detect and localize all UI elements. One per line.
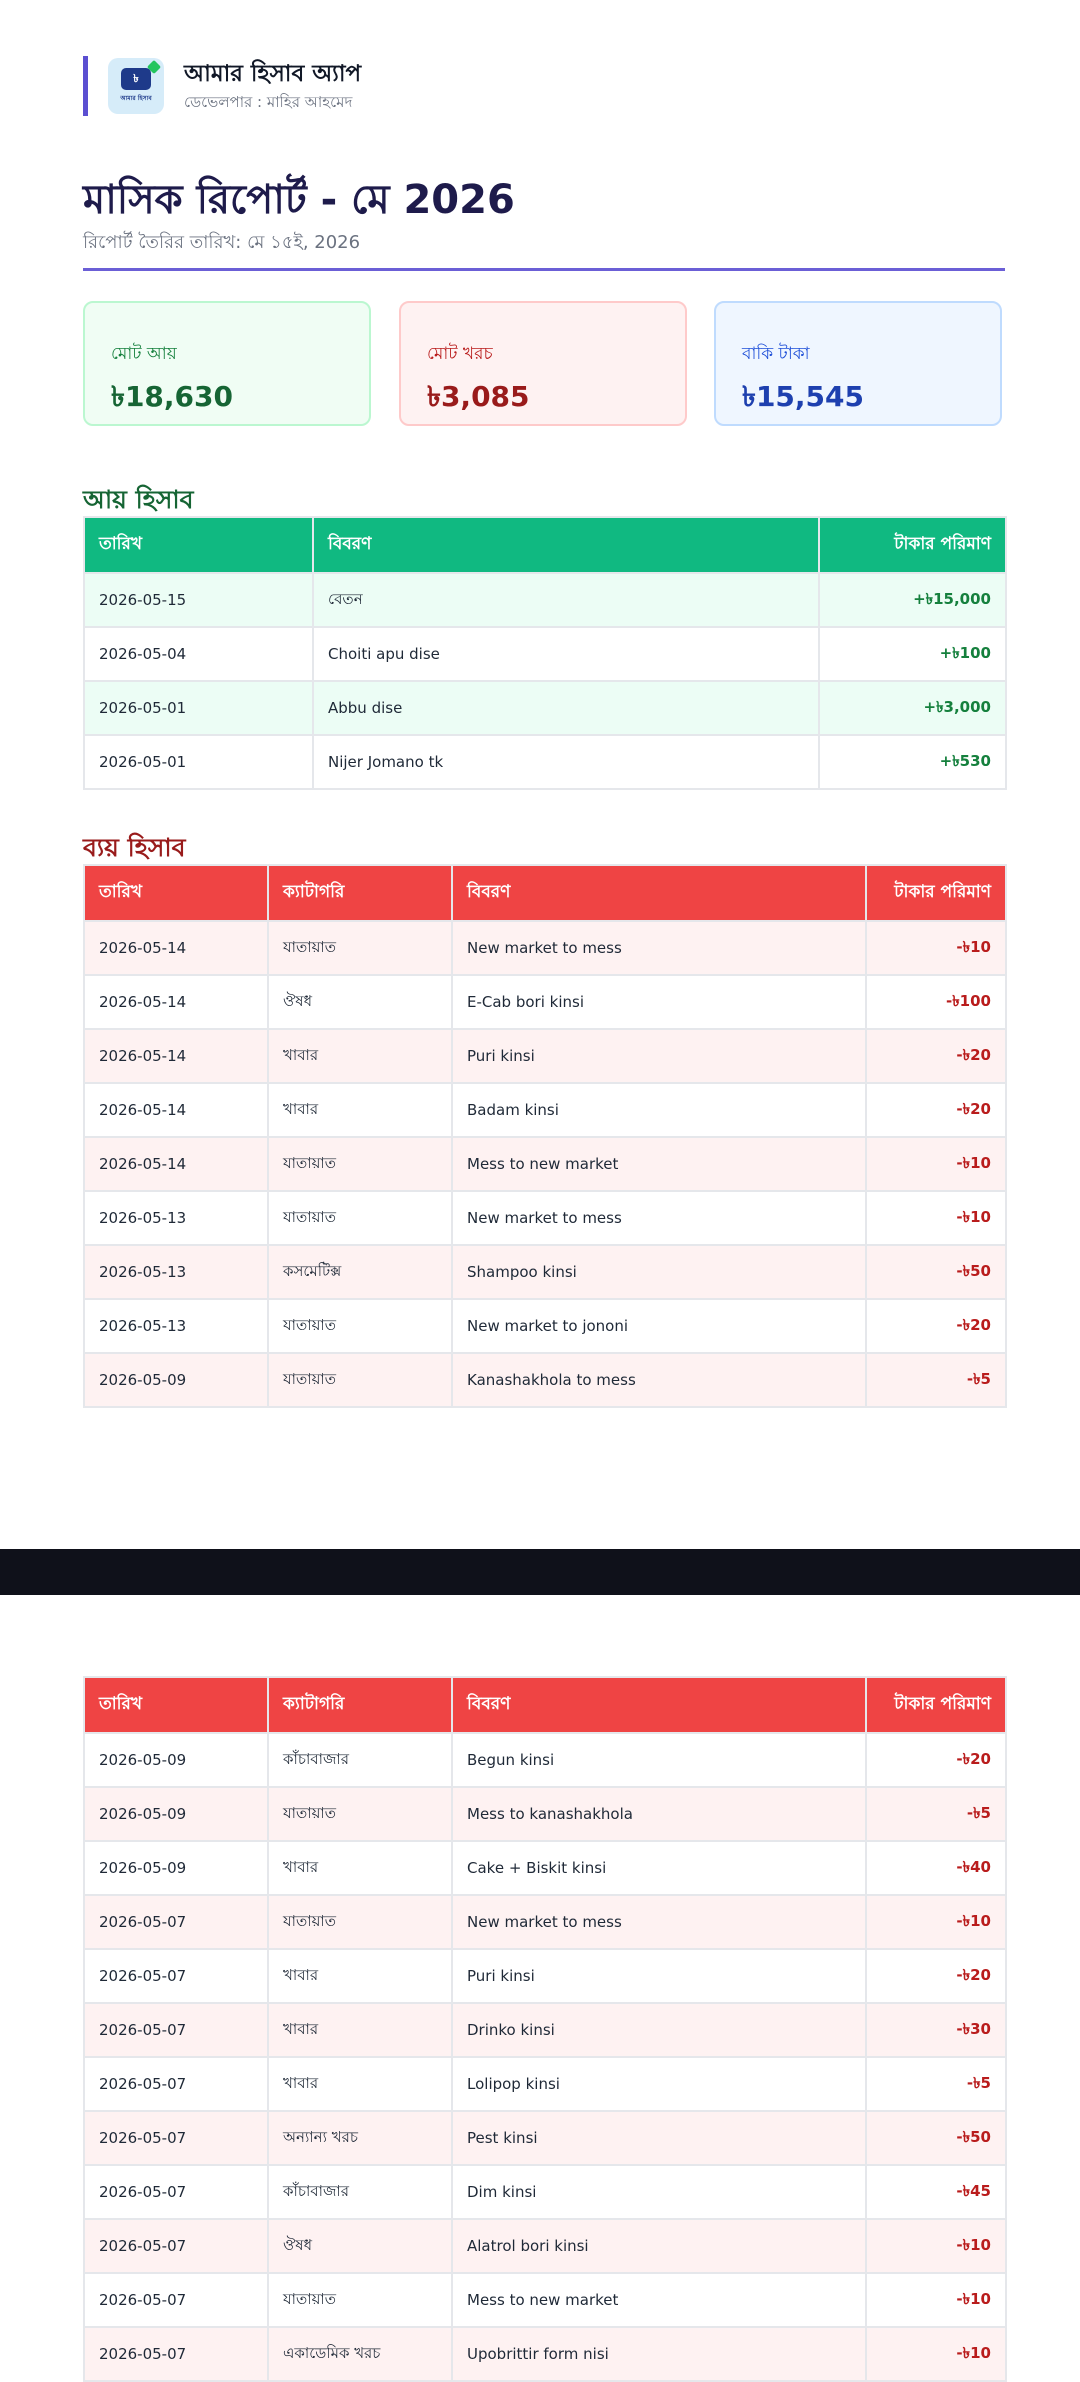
- cell-amount: +৳100: [819, 627, 1006, 681]
- cell-amount: -৳20: [866, 1083, 1006, 1137]
- col-header-description: বিবরণ: [452, 1677, 866, 1733]
- cell-category: কসমেটিক্স: [268, 1245, 452, 1299]
- cell-desc: Drinko kinsi: [452, 2003, 866, 2057]
- col-header-date: তারিখ: [84, 1677, 268, 1733]
- cell-date: 2026-05-07: [84, 2057, 268, 2111]
- table-row: [84, 1353, 1006, 1407]
- income-table: [83, 516, 1007, 790]
- income-summary-value: ৳18,630: [111, 380, 233, 413]
- cell-date: 2026-05-07: [84, 2111, 268, 2165]
- income-summary-card: [83, 301, 371, 426]
- table-row: [84, 1895, 1006, 1949]
- cell-desc: Puri kinsi: [452, 1949, 866, 2003]
- cell-category: যাতায়াত: [268, 1299, 452, 1353]
- expense-summary-card: [399, 301, 687, 426]
- cell-date: 2026-05-07: [84, 2327, 268, 2381]
- expense-summary-value: ৳3,085: [427, 380, 530, 413]
- cell-amount: -৳20: [866, 1949, 1006, 2003]
- report-date: রিপোর্ট তৈরির তারিখ: মে ১৫ই, 2026: [83, 232, 361, 253]
- table-row: [84, 1029, 1006, 1083]
- cell-desc: Mess to new market: [452, 1137, 866, 1191]
- app-logo: [108, 58, 164, 114]
- cell-desc: Upobrittir form nisi: [452, 2327, 866, 2381]
- cell-category: যাতায়াত: [268, 1191, 452, 1245]
- app-name: আমার হিসাব অ্যাপ: [184, 61, 362, 87]
- table-row: [84, 2111, 1006, 2165]
- cell-category: খাবার: [268, 1029, 452, 1083]
- cell-date: 2026-05-13: [84, 1299, 268, 1353]
- developer-name: ডেভেলপার : মাহির আহমেদ: [184, 93, 353, 111]
- cell-amount: -৳10: [866, 921, 1006, 975]
- expense-table-continued: [83, 1676, 1007, 2382]
- income-section-title: আয় হিসাব: [83, 485, 194, 514]
- cell-desc: Dim kinsi: [452, 2165, 866, 2219]
- logo-text: আমার হিসাব: [120, 95, 152, 102]
- cell-category: কাঁচাবাজার: [268, 1733, 452, 1787]
- col-header-amount: টাকার পরিমাণ: [866, 1677, 1006, 1733]
- table-row: [84, 1245, 1006, 1299]
- expense-table-header: [84, 865, 1006, 921]
- cell-amount: -৳45: [866, 2165, 1006, 2219]
- cell-amount: -৳5: [866, 1353, 1006, 1407]
- cell-category: খাবার: [268, 2057, 452, 2111]
- cell-amount: +৳530: [819, 735, 1006, 789]
- table-row: [84, 2273, 1006, 2327]
- cell-amount: -৳10: [866, 2273, 1006, 2327]
- col-header-date: তারিখ: [84, 517, 313, 573]
- cell-category: খাবার: [268, 1949, 452, 2003]
- cell-desc: বেতন: [313, 573, 819, 627]
- cell-date: 2026-05-01: [84, 735, 313, 789]
- cell-amount: -৳10: [866, 1137, 1006, 1191]
- cell-date: 2026-05-07: [84, 1895, 268, 1949]
- cell-desc: Abbu dise: [313, 681, 819, 735]
- cell-date: 2026-05-07: [84, 2165, 268, 2219]
- table-row: [84, 1191, 1006, 1245]
- cell-category: অন্যান্য খরচ: [268, 2111, 452, 2165]
- cell-desc: Nijer Jomano tk: [313, 735, 819, 789]
- col-header-description: বিবরণ: [452, 865, 866, 921]
- expense-table-header: [84, 1677, 1006, 1733]
- cell-date: 2026-05-13: [84, 1245, 268, 1299]
- app-header: [83, 56, 361, 116]
- cell-category: যাতায়াত: [268, 1353, 452, 1407]
- cell-amount: -৳100: [866, 975, 1006, 1029]
- table-row: [84, 1733, 1006, 1787]
- cell-amount: -৳10: [866, 2327, 1006, 2381]
- cell-amount: -৳40: [866, 1841, 1006, 1895]
- cell-amount: -৳10: [866, 2219, 1006, 2273]
- table-row: [84, 1137, 1006, 1191]
- cell-desc: Mess to kanashakhola: [452, 1787, 866, 1841]
- cell-category: কাঁচাবাজার: [268, 2165, 452, 2219]
- cell-amount: -৳10: [866, 1895, 1006, 1949]
- cell-date: 2026-05-14: [84, 1029, 268, 1083]
- cell-amount: -৳20: [866, 1299, 1006, 1353]
- cell-date: 2026-05-14: [84, 1137, 268, 1191]
- cell-amount: -৳30: [866, 2003, 1006, 2057]
- table-row: [84, 975, 1006, 1029]
- cell-amount: +৳15,000: [819, 573, 1006, 627]
- cell-category: যাতায়াত: [268, 1895, 452, 1949]
- cell-desc: New market to jononi: [452, 1299, 866, 1353]
- table-row: [84, 1841, 1006, 1895]
- table-row: [84, 573, 1006, 627]
- cell-category: খাবার: [268, 2003, 452, 2057]
- cell-desc: Alatrol bori kinsi: [452, 2219, 866, 2273]
- cell-date: 2026-05-04: [84, 627, 313, 681]
- cell-desc: Kanashakhola to mess: [452, 1353, 866, 1407]
- cell-amount: -৳10: [866, 1191, 1006, 1245]
- cell-desc: Pest kinsi: [452, 2111, 866, 2165]
- cell-category: একাডেমিক খরচ: [268, 2327, 452, 2381]
- cell-amount: -৳5: [866, 2057, 1006, 2111]
- col-header-date: তারিখ: [84, 865, 268, 921]
- table-row: [84, 1787, 1006, 1841]
- cell-desc: Choiti apu dise: [313, 627, 819, 681]
- cell-date: 2026-05-09: [84, 1787, 268, 1841]
- table-row: [84, 1949, 1006, 2003]
- table-row: [84, 2327, 1006, 2381]
- balance-summary-card: [714, 301, 1002, 426]
- table-row: [84, 2219, 1006, 2273]
- table-row: [84, 921, 1006, 975]
- cell-desc: Badam kinsi: [452, 1083, 866, 1137]
- income-table-header: [84, 517, 1006, 573]
- cell-category: ঔষধ: [268, 975, 452, 1029]
- cell-amount: -৳5: [866, 1787, 1006, 1841]
- table-row: [84, 735, 1006, 789]
- col-header-amount: টাকার পরিমাণ: [819, 517, 1006, 573]
- col-header-category: ক্যাটাগরি: [268, 1677, 452, 1733]
- cell-desc: Puri kinsi: [452, 1029, 866, 1083]
- table-row: [84, 1083, 1006, 1137]
- cell-desc: New market to mess: [452, 1895, 866, 1949]
- cell-date: 2026-05-15: [84, 573, 313, 627]
- income-summary-label: মোট আয়: [111, 344, 177, 364]
- cell-category: যাতায়াত: [268, 2273, 452, 2327]
- cell-category: ঔষধ: [268, 2219, 452, 2273]
- cell-date: 2026-05-07: [84, 2273, 268, 2327]
- col-header-description: বিবরণ: [313, 517, 819, 573]
- cell-date: 2026-05-13: [84, 1191, 268, 1245]
- cell-desc: New market to mess: [452, 921, 866, 975]
- chart-icon: ৳: [121, 68, 151, 90]
- cell-desc: Cake + Biskit kinsi: [452, 1841, 866, 1895]
- cell-date: 2026-05-01: [84, 681, 313, 735]
- expense-summary-label: মোট খরচ: [427, 344, 493, 364]
- cell-date: 2026-05-07: [84, 2219, 268, 2273]
- cell-desc: Shampoo kinsi: [452, 1245, 866, 1299]
- cell-desc: E-Cab bori kinsi: [452, 975, 866, 1029]
- table-row: [84, 2165, 1006, 2219]
- cell-amount: +৳3,000: [819, 681, 1006, 735]
- title-divider: [83, 268, 1005, 271]
- report-page-2: [0, 1595, 1080, 2367]
- page-title: মাসিক রিপোর্ট - মে 2026: [83, 177, 515, 223]
- cell-category: যাতায়াত: [268, 921, 452, 975]
- table-row: [84, 2057, 1006, 2111]
- cell-date: 2026-05-07: [84, 1949, 268, 2003]
- cell-date: 2026-05-14: [84, 921, 268, 975]
- balance-summary-label: বাকি টাকা: [742, 344, 810, 364]
- table-row: [84, 627, 1006, 681]
- cell-category: খাবার: [268, 1083, 452, 1137]
- cell-desc: Begun kinsi: [452, 1733, 866, 1787]
- expense-section-title: ব্যয় হিসাব: [83, 833, 186, 862]
- page-divider: [0, 1549, 1080, 1595]
- cell-date: 2026-05-14: [84, 1083, 268, 1137]
- cell-amount: -৳20: [866, 1029, 1006, 1083]
- cell-category: যাতায়াত: [268, 1787, 452, 1841]
- cell-date: 2026-05-09: [84, 1733, 268, 1787]
- cell-date: 2026-05-07: [84, 2003, 268, 2057]
- cell-date: 2026-05-09: [84, 1353, 268, 1407]
- cell-category: খাবার: [268, 1841, 452, 1895]
- col-header-category: ক্যাটাগরি: [268, 865, 452, 921]
- cell-amount: -৳50: [866, 2111, 1006, 2165]
- cell-date: 2026-05-09: [84, 1841, 268, 1895]
- balance-summary-value: ৳15,545: [742, 380, 864, 413]
- cell-desc: Mess to new market: [452, 2273, 866, 2327]
- cell-amount: -৳20: [866, 1733, 1006, 1787]
- col-header-amount: টাকার পরিমাণ: [866, 865, 1006, 921]
- cell-date: 2026-05-14: [84, 975, 268, 1029]
- table-row: [84, 681, 1006, 735]
- cell-category: যাতায়াত: [268, 1137, 452, 1191]
- cell-desc: New market to mess: [452, 1191, 866, 1245]
- expense-table: [83, 864, 1007, 1408]
- table-row: [84, 1299, 1006, 1353]
- cell-desc: Lolipop kinsi: [452, 2057, 866, 2111]
- table-row: [84, 2003, 1006, 2057]
- cell-amount: -৳50: [866, 1245, 1006, 1299]
